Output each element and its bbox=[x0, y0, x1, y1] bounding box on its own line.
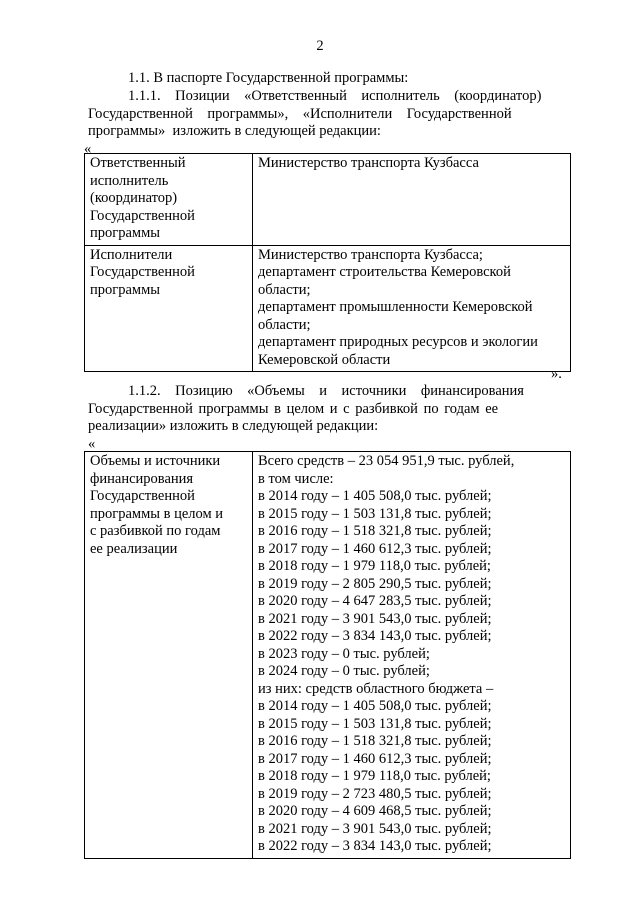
section-1-1-1-line2: Государственной программы», «Исполнители Государственной bbox=[88, 105, 512, 122]
table-row bbox=[85, 154, 571, 246]
financing-label bbox=[85, 452, 253, 859]
value-line: Министерство транспорта Кузбасса bbox=[258, 155, 479, 171]
value-line: в 2015 году – 1 503 131,8 тыс. рублей; bbox=[258, 715, 492, 732]
table-row bbox=[85, 452, 571, 859]
value-line: в 2016 году – 1 518 321,8 тыс. рублей; bbox=[258, 733, 492, 749]
value-line: в 2024 году – 0 тыс. рублей; bbox=[258, 663, 430, 679]
value-line: Всего средств – 23 054 951,9 тыс. рублей, bbox=[258, 453, 515, 469]
value-line: в 2014 году – 1 405 508,0 тыс. рублей; bbox=[258, 488, 492, 504]
page-number: 2 bbox=[316, 38, 324, 54]
responsible-executor-label bbox=[85, 154, 253, 246]
value-line: в 2022 году – 3 834 143,0 тыс. рублей; bbox=[258, 838, 492, 854]
label-line: Исполнители bbox=[90, 246, 173, 263]
label-line: Государственной bbox=[90, 207, 195, 224]
label-line: Объемы и источники bbox=[90, 453, 221, 469]
closing-quote-1: ». bbox=[551, 366, 562, 382]
label-line: Ответственный bbox=[90, 155, 186, 171]
value-line: в 2019 году – 2 805 290,5 тыс. рублей; bbox=[258, 575, 492, 592]
section-1-1-1-line3: программы» изложить в следующей редакции: bbox=[88, 123, 381, 139]
value-line: в том числе: bbox=[258, 470, 334, 487]
value-line: в 2017 году – 1 460 612,3 тыс. рублей; bbox=[258, 540, 492, 557]
label-line: Государственной bbox=[90, 264, 195, 280]
responsible-executors-table bbox=[84, 153, 571, 372]
value-line: из них: средств областного бюджета – bbox=[258, 680, 494, 697]
opening-quote-2: « bbox=[88, 436, 96, 452]
value-line: Министерство транспорта Кузбасса; bbox=[258, 246, 483, 263]
value-line: области; bbox=[258, 281, 311, 298]
value-line: в 2021 году – 3 901 543,0 тыс. рублей; bbox=[258, 610, 492, 627]
label-line: программы bbox=[90, 281, 160, 298]
value-line: департамент промышленности Кемеровской bbox=[258, 299, 533, 315]
value-line: в 2021 году – 3 901 543,0 тыс. рублей; bbox=[258, 820, 492, 837]
value-line: в 2018 году – 1 979 118,0 тыс. рублей; bbox=[258, 768, 491, 784]
value-line: в 2020 году – 4 647 283,5 тыс. рублей; bbox=[258, 593, 492, 609]
label-line: Государственной bbox=[90, 488, 195, 504]
section-1-1-2-line2: Государственной программы в целом и с разбивкой по годам ее bbox=[88, 400, 499, 417]
value-line: области; bbox=[258, 316, 311, 333]
label-line: ее реализации bbox=[90, 540, 178, 557]
label-line: с разбивкой по годам bbox=[90, 523, 221, 539]
label-line: программы в целом и bbox=[90, 505, 224, 522]
section-1-1-heading: 1.1. В паспорте Государственной программы: bbox=[128, 70, 409, 86]
label-line: программы bbox=[90, 225, 160, 241]
value-line: Кемеровской области bbox=[258, 351, 391, 368]
opening-quote-1: « bbox=[84, 141, 92, 157]
value-line: департамент строительства Кемеровской bbox=[258, 264, 511, 280]
financing-value bbox=[253, 452, 571, 859]
value-line: в 2018 году – 1 979 118,0 тыс. рублей; bbox=[258, 558, 491, 574]
value-line: в 2014 году – 1 405 508,0 тыс. рублей; bbox=[258, 698, 492, 714]
executors-label bbox=[85, 245, 253, 372]
executors-value bbox=[253, 245, 571, 372]
value-line: в 2015 году – 1 503 131,8 тыс. рублей; bbox=[258, 505, 492, 522]
section-1-1-2-line3: реализации» изложить в следующей редакции: bbox=[88, 418, 379, 434]
value-line: в 2019 году – 2 723 480,5 тыс. рублей; bbox=[258, 785, 492, 802]
section-1-1-1-paragraph bbox=[88, 88, 566, 141]
value-line: в 2017 году – 1 460 612,3 тыс. рублей; bbox=[258, 750, 492, 767]
responsible-executor-value bbox=[253, 154, 571, 246]
section-1-1-2-paragraph bbox=[88, 383, 566, 436]
table-row bbox=[85, 245, 571, 372]
label-line: (координатор) bbox=[90, 190, 178, 206]
value-line: в 2022 году – 3 834 143,0 тыс. рублей; bbox=[258, 628, 492, 644]
label-line: финансирования bbox=[90, 470, 194, 487]
value-line: в 2020 году – 4 609 468,5 тыс. рублей; bbox=[258, 803, 492, 819]
section-1-1-2-line1: 1.1.2. Позицию «Объемы и источники финансирования bbox=[128, 383, 524, 399]
financing-table bbox=[84, 451, 571, 859]
value-line: департамент природных ресурсов и экологии bbox=[258, 334, 538, 350]
value-line: в 2016 году – 1 518 321,8 тыс. рублей; bbox=[258, 523, 492, 539]
value-line: в 2023 году – 0 тыс. рублей; bbox=[258, 645, 430, 662]
section-1-1-1-line1: 1.1.1. Позиции «Ответственный исполнитель (координатор) bbox=[128, 88, 542, 104]
label-line: исполнитель bbox=[90, 172, 169, 189]
